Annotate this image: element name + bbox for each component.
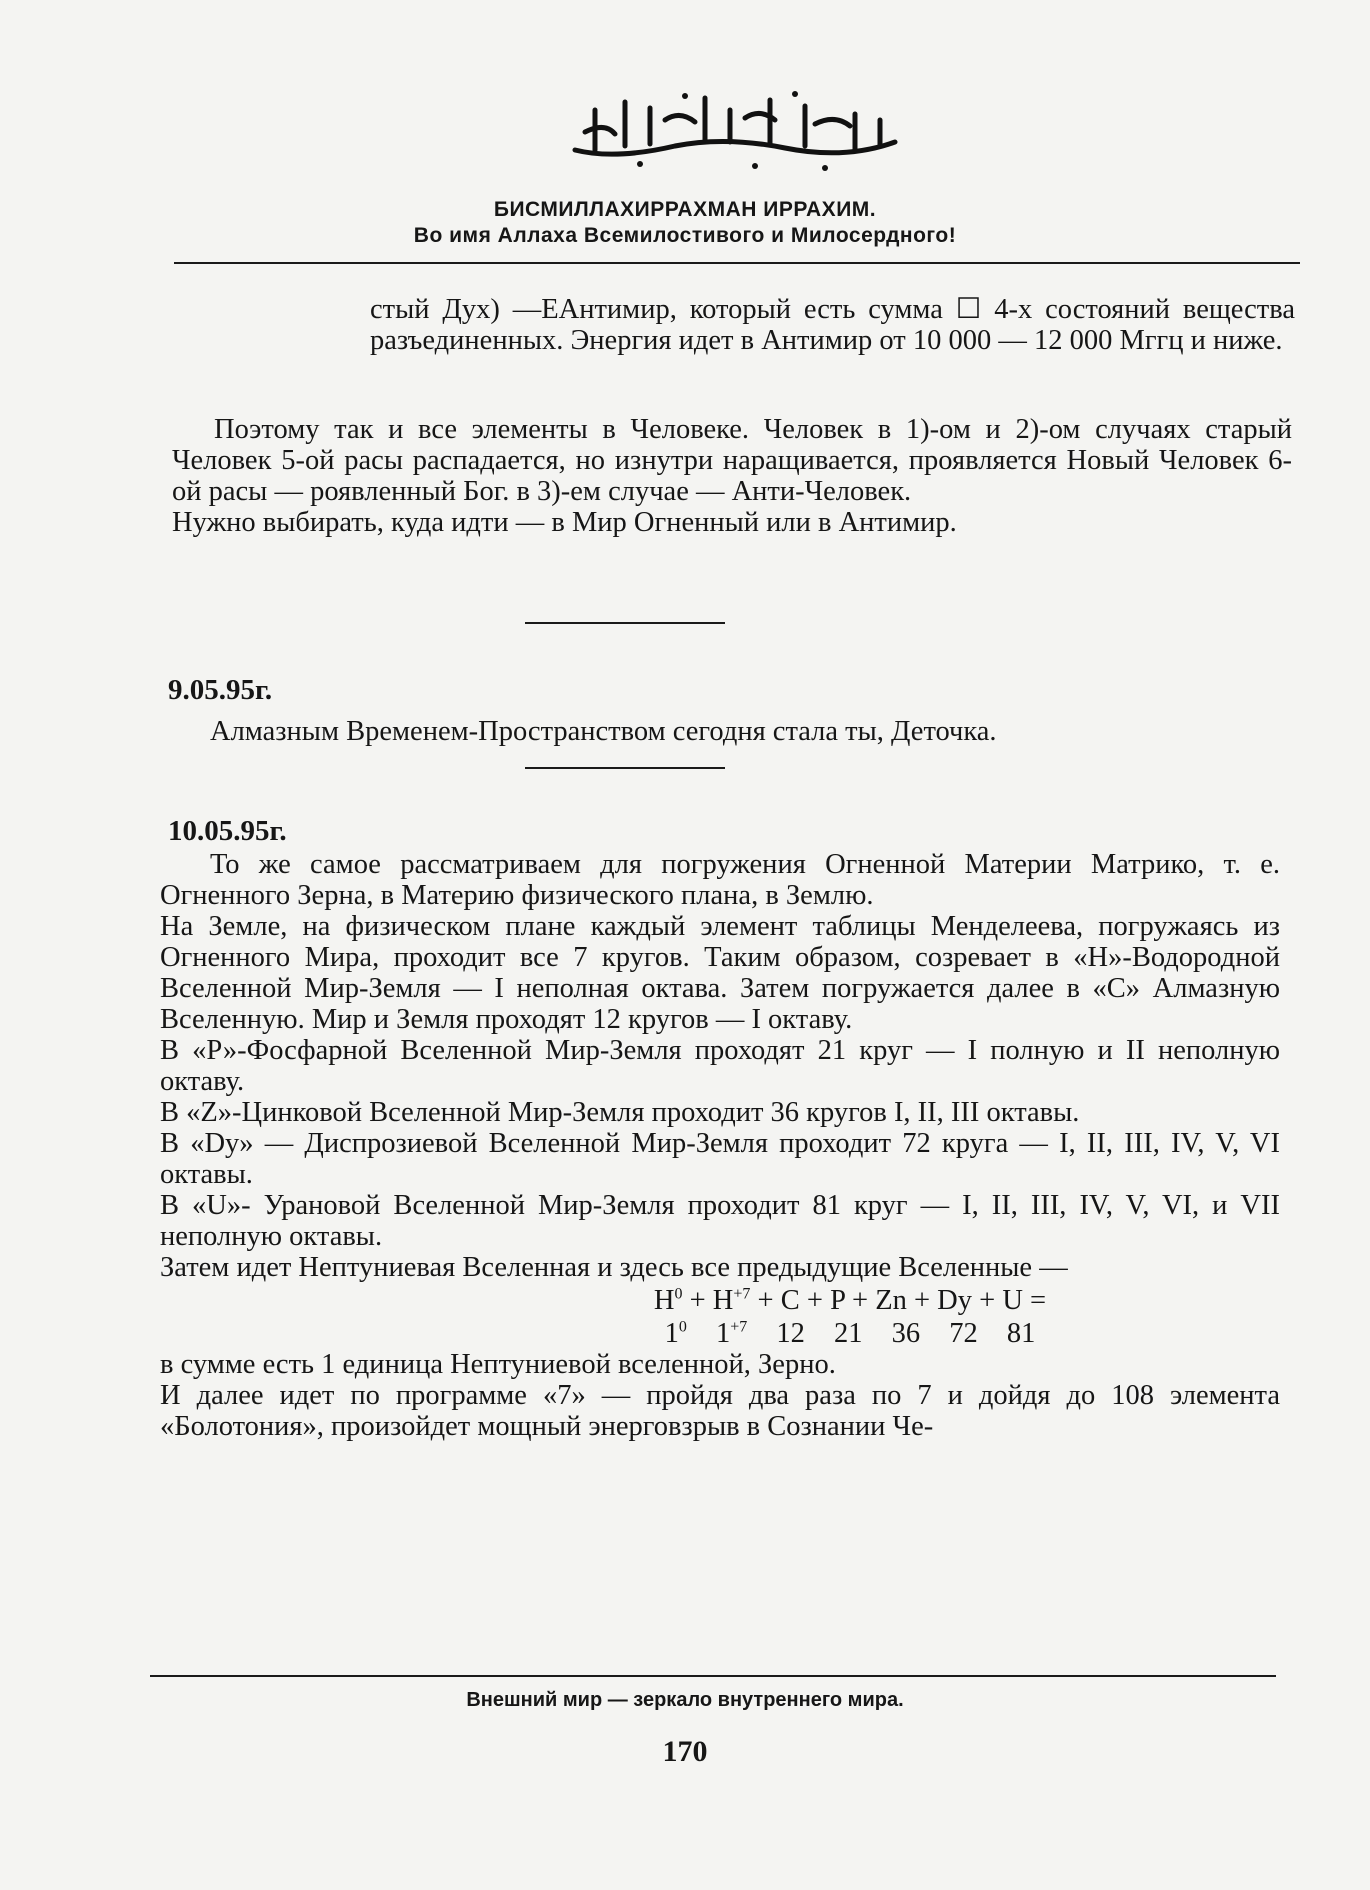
paragraph: Нужно выбирать, куда идти — в Мир Огненный или в Антимир. — [172, 507, 957, 538]
section-text — [172, 414, 1292, 538]
header-subtitle: Во имя Аллаха Всемилостивого и Милосердного! — [413, 224, 957, 247]
formula-numbers: $1^0$ $1^{+7}$ 12 21 36 72 81 — [664, 1318, 1036, 1349]
basmala-calligraphy-icon — [555, 80, 915, 180]
paragraph: На Земле, на физическом плане каждый элемент таблицы Менделеева, погружаясь из Огненного Мира, проходит все 7 кругов. Таким образом, созревает в «Н»-Водородной Вселенной Мир-Земля — I неполная октава. Затем погружается далее в «С» Алмазную Вселенную. Мир и Земля проходят 12 кругов — I октаву. — [160, 911, 1280, 1035]
paragraph: Затем идет Нептуниевая Вселенная и здесь все предыдущие Вселенные — — [160, 1252, 1068, 1283]
entry-text: Алмазным Временем-Пространством сегодня стала ты, Деточка. — [210, 716, 997, 747]
header-title: БИСМИЛЛАХИРРАХМАН ИРРАХИМ. — [493, 198, 877, 221]
paragraph: В «Dy» — Диспрозиевой Вселенной Мир-Земля проходит 72 круга — I, II, III, IV, V, VI октавы. — [160, 1128, 1280, 1190]
entry-body — [160, 849, 1280, 1442]
header-rule — [174, 262, 1300, 264]
footer-motto: Внешний мир — зеркало внутреннего мира. — [466, 1689, 904, 1711]
paragraph: в сумме есть 1 единица Нептуниевой вселенной, Зерно. — [160, 1349, 836, 1380]
section-divider — [525, 767, 725, 769]
entry-date: 9.05.95г. — [168, 674, 273, 706]
paragraph: В «U»- Урановой Вселенной Мир-Земля проходит 81 круг — I, II, III, IV, V, VI, и VII неполную октавы. — [160, 1190, 1280, 1252]
formula-elements: $H^0 + H^{+7} + C + P + Zn + Dy + U$ = — [653, 1285, 1047, 1316]
page-number: 170 — [662, 1735, 708, 1768]
section-divider — [525, 622, 725, 624]
footer-rule — [150, 1675, 1276, 1677]
paragraph: Поэтому так и все элементы в Человеке. Человек в 1)-ом и 2)-ом случаях старый Человек 5-ой расы распадается, но изнутри наращивается, проявляется Новый Человек 6-ой расы — роявленный Бог. в 3)-ем случае — Анти-Человек. — [172, 414, 1292, 507]
paragraph: И далее идет по программе «7» — пройдя два раза по 7 и дойдя до 108 элемента «Болотония», произойдет мощный энерговзрыв в Сознании Че- — [160, 1380, 1280, 1442]
intro-paragraph: стый Дух) —ЕАнтимир, который есть сумма ☐ 4-х состояний вещества разъединенных. Энергия идет в Антимир от 10 000 — 12 000 Мггц и ниже. — [370, 294, 1295, 356]
paragraph: В «Р»-Фосфарной Вселенной Мир-Земля проходят 21 круг — I полную и II неполную октаву. — [160, 1035, 1280, 1097]
paragraph: В «Z»-Цинковой Вселенной Мир-Земля проходит 36 кругов I, II, III октавы. — [160, 1097, 1080, 1128]
paragraph: То же самое рассматриваем для погружения Огненной Материи Матрико, т. е. Огненного Зерна, в Материю физического плана, в Землю. — [160, 849, 1280, 911]
entry-date: 10.05.95г. — [168, 815, 287, 847]
